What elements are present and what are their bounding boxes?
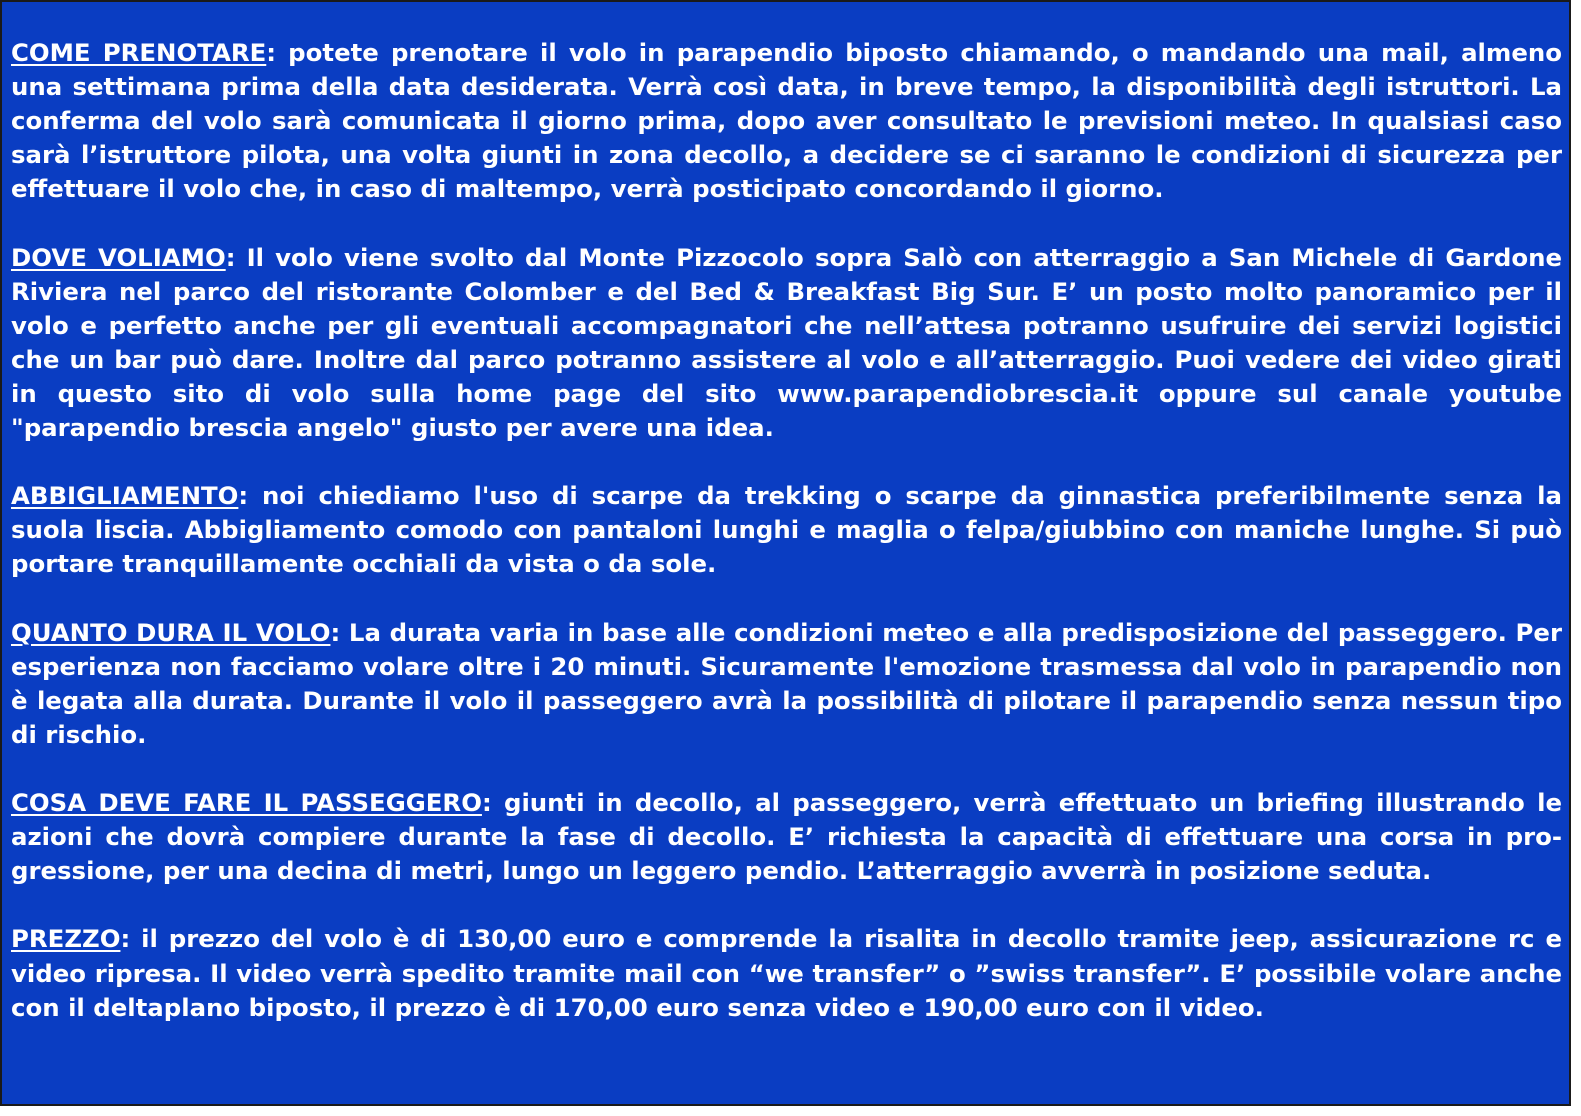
info-content — [11, 36, 1562, 1059]
section-come-prenotare — [11, 36, 1562, 206]
section-dove-voliamo — [11, 241, 1562, 446]
section-heading: COSA DEVE FARE IL PASSEGGERO — [11, 788, 482, 818]
section-heading: PREZZO — [11, 924, 121, 954]
section-heading: COME PRENOTARE — [11, 38, 267, 67]
section-prezzo — [11, 922, 1562, 1024]
section-quanto-dura — [11, 616, 1562, 752]
section-heading: ABBIGLIAMENTO — [11, 481, 239, 511]
section-text: : La durata varia in base alle condizioni meteo e alla predisposizione del passeggero. Per esperienza non facciamo volare oltre i 20 minuti. Sicuramente l'emozione trasmessa dal volo in parapendio non è legata alla durata. Durante il volo il passeggero avrà la possibilità di pilotare il parapendio senza nessun tipo di rischio. — [11, 617, 1562, 749]
section-text: : Il volo viene svolto dal Monte Pizzocolo sopra Salò con atterraggio a San Michele di Gardone Riviera nel parco del ristorante Colomber e del Bed & Breakfast Big Sur. E’ un posto molto panoramico per il volo e perfetto anche per gli eventuali accompagnatori che nell’attesa potranno usufruire dei servizi logistici che un bar può dare. Inoltre dal parco potranno assistere al volo e all’atterraggio. Puoi vedere dei video girati in questo sito di volo sulla home page del sito www.parapendiobrescia.it oppure sul canale youtube "parapendio brescia angelo" giusto per avere una idea. — [11, 242, 1562, 443]
section-heading: DOVE VOLIAMO — [11, 242, 226, 272]
section-text: : noi chiediamo l'uso di scarpe da trekking o scarpe da ginnastica preferibilmente senza la suola liscia. Abbigliamento comodo con pantaloni lunghi e maglia o felpa/giubbino con maniche lunghe. Si può portare tranquillamente occhiali da vista o da sole. — [11, 481, 1562, 579]
section-heading: QUANTO DURA IL VOLO — [11, 617, 331, 647]
section-cosa-deve-fare — [11, 786, 1562, 888]
section-text: : giunti in decollo, al passeggero, verrà effettuato un briefing illustrando le azioni che dovrà compiere durante la fase di decollo. E’ richiesta la capacità di effettuare una corsa in progressione, per una decina di metri, lungo un leggero pendio. L’atterraggio avverrà in posizione seduta. — [11, 788, 1562, 886]
section-text: : il prezzo del volo è di 130,00 euro e comprende la risalita in decollo tramite jeep, assicurazione rc e video ripresa. Il video verrà spedito tramite mail con “we transfer” o ”swiss transfer”. E’ possibile volare anche con il deltaplano biposto, il prezzo è di 170,00 euro senza video e 190,00 euro con il video. — [11, 924, 1562, 1022]
section-abbigliamento — [11, 479, 1562, 581]
section-text: : potete prenotare il volo in parapendio biposto chiamando, o mandando una mail, almeno una settimana prima della data desiderata. Verrà così data, in breve tempo, la disponibilità degli istruttori. La conferma del volo sarà comunicata il giorno prima, dopo aver consultato le previsioni meteo. In qualsiasi caso sarà l’istruttore pilota, una volta giunti in zona decollo, a decidere se ci saranno le condizioni di sicurezza per effettuare il volo che, in caso di maltempo, verrà posticipato concordando il giorno. — [11, 38, 1562, 204]
